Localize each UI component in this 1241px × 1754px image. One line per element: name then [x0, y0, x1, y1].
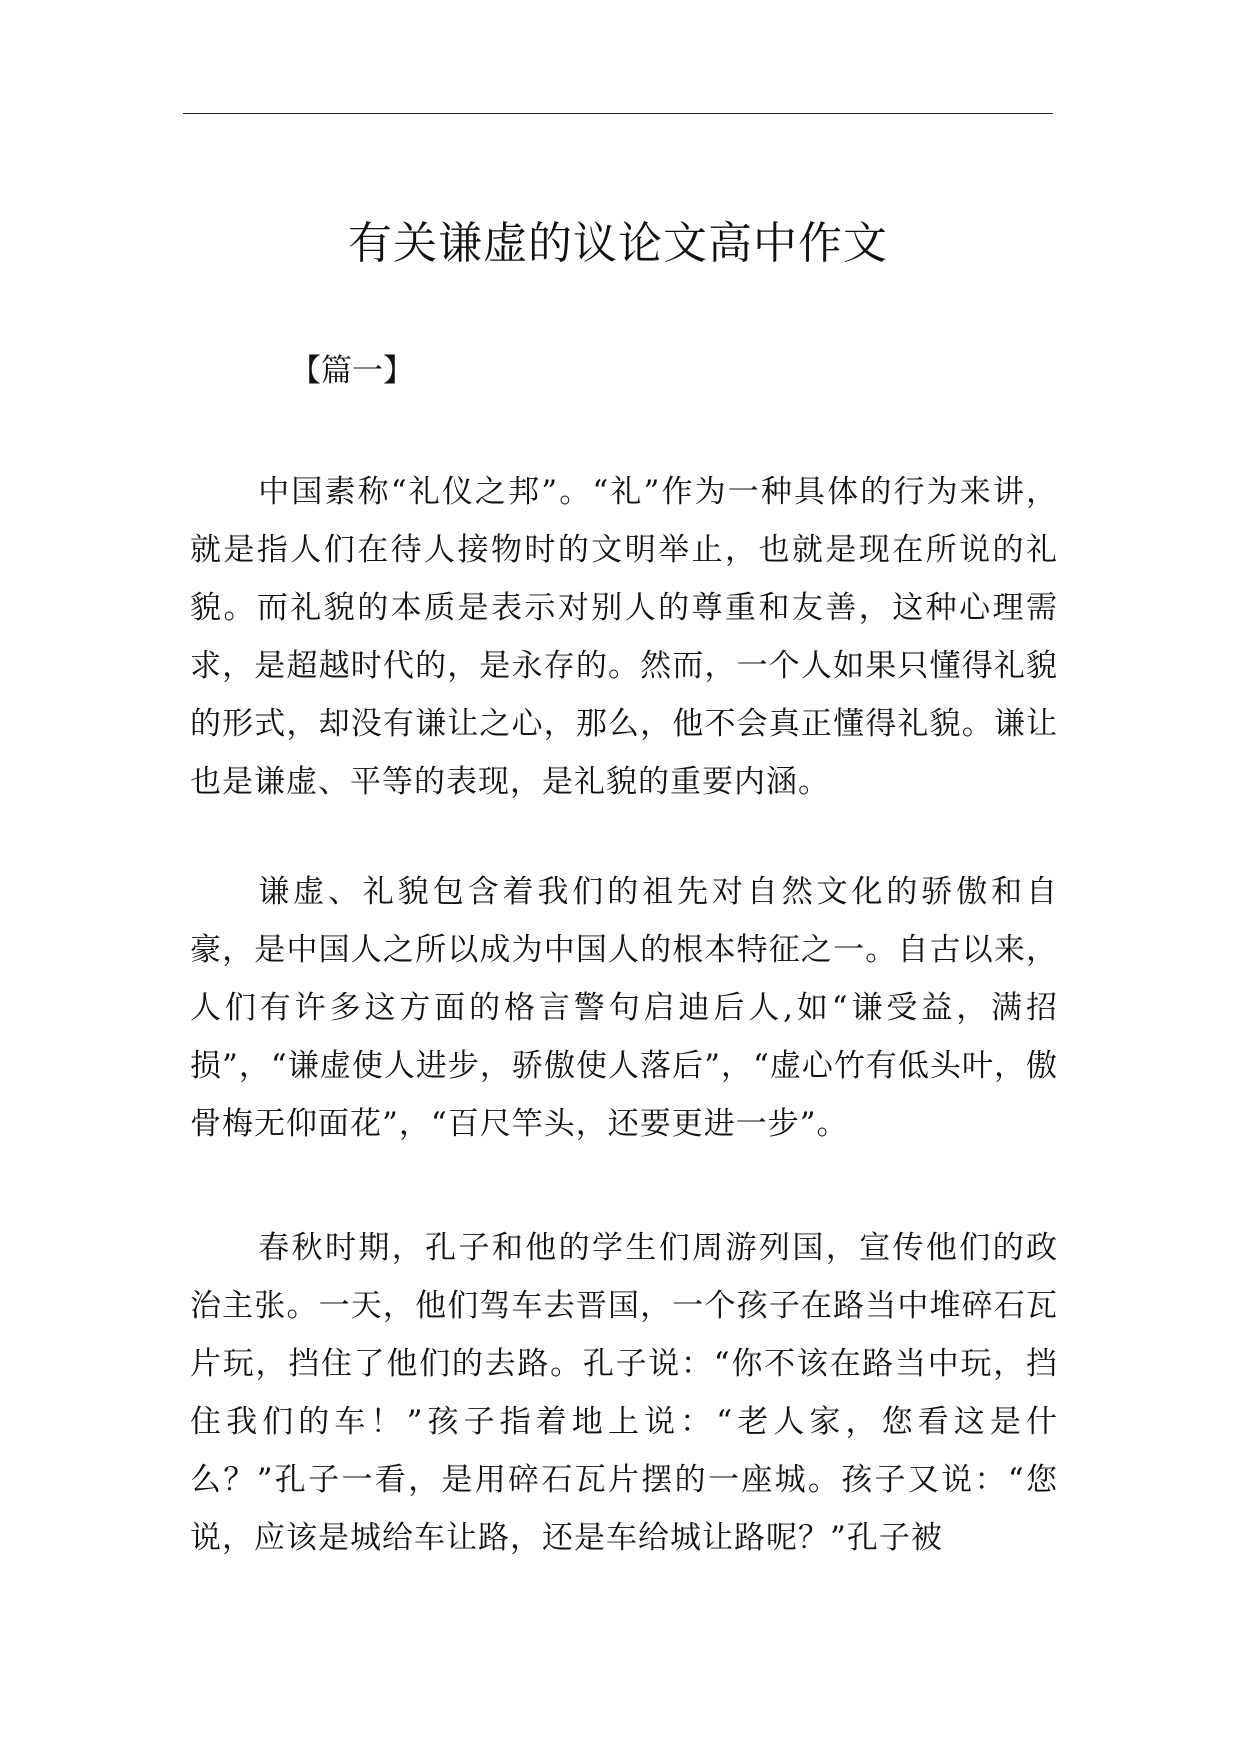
paragraph-1: 中国素称“礼仪之邦”。“礼”作为一种具体的行为来讲，就是指人们在待人接物时的文明举止，也就是现在所说的礼貌。而礼貌的本质是表示对别人的尊重和友善，这种心理需求，是超越时代的，是永存的。然而，一个人如果只懂得礼貌的形式，却没有谦让之心，那么，他不会真正懂得礼貌。谦让也是谦虚、平等的表现，是礼貌的重要内涵。 [190, 474, 1058, 800]
paragraph-3: 春秋时期，孔子和他的学生们周游列国，宣传他们的政治主张。一天，他们驾车去晋国，一个孩子在路当中堆碎石瓦片玩，挡住了他们的去路。孔子说：“你不该在路当中玩，挡住我们的车！”孩子指着地上说：“老人家，您看这是什么？”孔子一看，是用碎石瓦片摆的一座城。孩子又说：“您说，应该是城给车让路，还是车给城让路呢？”孔子被 [190, 1230, 1058, 1556]
paragraph-2: 谦虚、礼貌包含着我们的祖先对自然文化的骄傲和自豪，是中国人之所以成为中国人的根本特征之一。自古以来，人们有许多这方面的格言警句启迪后人,如“谦受益，满招损”，“谦虚使人进步，骄傲使人落后”，“虚心竹有低头叶，傲骨梅无仰面花”，“百尺竿头，还要更进一步”。 [190, 874, 1058, 1142]
section-label: 【篇一】 [290, 353, 414, 389]
document-title: 有关谦虚的议论文高中作文 [348, 218, 888, 269]
header-rule [183, 113, 1053, 114]
